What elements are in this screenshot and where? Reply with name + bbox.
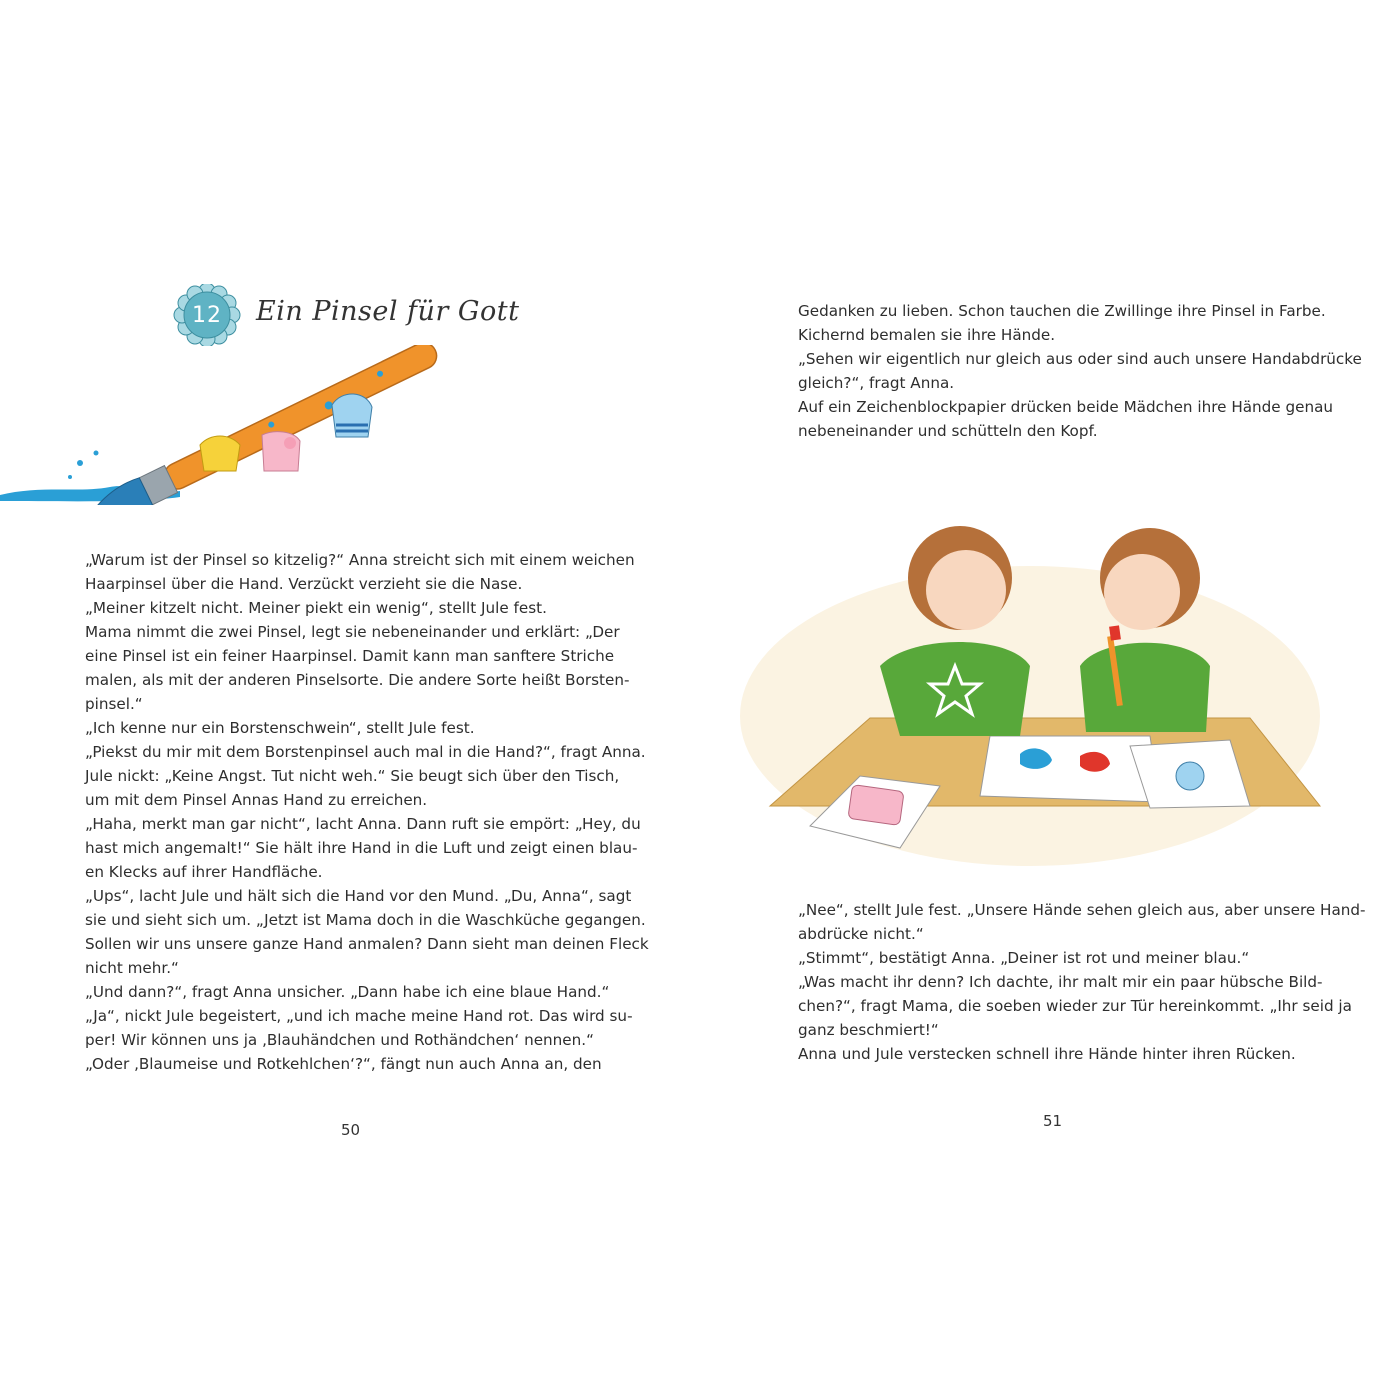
text-line: „Meiner kitzelt nicht. Meiner piekt ein wenig“, stellt Jule fest. (85, 599, 547, 617)
text-line: „Ich kenne nur ein Borstenschwein“, stellt Jule fest. (85, 719, 475, 737)
text-line: „Piekst du mir mit dem Borstenpinsel auch mal in die Hand?“, fragt Anna. (85, 743, 646, 761)
paint-splash (94, 451, 99, 456)
blue-creature-drawing (1176, 762, 1204, 790)
girl-right-shirt (1080, 643, 1210, 732)
text-line: per! Wir können uns ja ‚Blauhändchen und Rothändchen‘ nennen.“ (85, 1031, 594, 1049)
text-line: „Und dann?“, fragt Anna unsicher. „Dann habe ich eine blaue Hand.“ (85, 983, 610, 1001)
page-number: 50 (341, 1121, 361, 1139)
paintbrush-illustration (0, 345, 450, 505)
twins-painting-illustration (730, 486, 1330, 876)
text-line: „Nee“, stellt Jule fest. „Unsere Hände sehen gleich aus, aber unsere Hand- (798, 901, 1366, 919)
girl-left-face (926, 550, 1006, 630)
pink-creature-snout (284, 437, 296, 449)
yellow-creature (200, 436, 240, 471)
pink-creature (262, 432, 300, 471)
left-body-text (85, 548, 649, 1076)
text-line: sie und sieht sich um. „Jetzt ist Mama doch in die Waschküche gegangen. (85, 911, 646, 929)
right-bottom-text (798, 898, 1366, 1066)
text-line: Kichernd bemalen sie ihre Hände. (798, 326, 1056, 344)
chapter-title: Ein Pinsel für Gott (256, 296, 520, 327)
text-line: „Was macht ihr denn? Ich dachte, ihr malt mir ein paar hübsche Bild- (798, 973, 1323, 991)
text-line: eine Pinsel ist ein feiner Haarpinsel. Damit kann man sanftere Striche (85, 647, 615, 665)
girl-right-face (1104, 554, 1180, 630)
text-line: nebeneinander und schütteln den Kopf. (798, 422, 1098, 440)
chapter-badge (172, 284, 242, 346)
paint-splash (77, 460, 83, 466)
text-line: Haarpinsel über die Hand. Verzückt verzieht sie die Nase. (85, 575, 523, 593)
text-line: „Oder ‚Blaumeise und Rotkehlchen‘?“, fängt nun auch Anna an, den (85, 1055, 602, 1073)
right-top-text (798, 299, 1362, 443)
text-line: um mit dem Pinsel Annas Hand zu erreichen. (85, 791, 428, 809)
text-line: „Warum ist der Pinsel so kitzelig?“ Anna streicht sich mit einem weichen (85, 551, 635, 569)
text-line: Mama nimmt die zwei Pinsel, legt sie nebeneinander und erklärt: „Der (85, 623, 620, 641)
text-line: „Haha, merkt man gar nicht“, lacht Anna. Dann ruft sie empört: „Hey, du (85, 815, 641, 833)
text-line: Gedanken zu lieben. Schon tauchen die Zwillinge ihre Pinsel in Farbe. (798, 302, 1326, 320)
text-line: en Klecks auf ihrer Handfläche. (85, 863, 323, 881)
text-line: nicht mehr.“ (85, 959, 179, 977)
text-line: Sollen wir uns unsere ganze Hand anmalen? Dann sieht man deinen Fleck (85, 935, 649, 953)
right-page (700, 0, 1400, 1400)
pink-creature-drawing (848, 785, 904, 826)
text-line: gleich?“, fragt Anna. (798, 374, 955, 392)
page-number: 51 (1043, 1112, 1063, 1130)
text-line: malen, als mit der anderen Pinselsorte. Die andere Sorte heißt Borsten- (85, 671, 630, 689)
chapter-number: 12 (192, 302, 222, 328)
girl-left-shirt (880, 642, 1030, 736)
text-line: ganz beschmiert!“ (798, 1021, 939, 1039)
text-line: abdrücke nicht.“ (798, 925, 924, 943)
text-line: hast mich angemalt!“ Sie hält ihre Hand in die Luft und zeigt einen blau- (85, 839, 638, 857)
text-line: Anna und Jule verstecken schnell ihre Hände hinter ihren Rücken. (798, 1045, 1296, 1063)
text-line: Jule nickt: „Keine Angst. Tut nicht weh.“ Sie beugt sich über den Tisch, (85, 767, 620, 785)
text-line: chen?“, fragt Mama, die soeben wieder zur Tür hereinkommt. „Ihr seid ja (798, 997, 1352, 1015)
text-line: „Ja“, nickt Jule begeistert, „und ich mache meine Hand rot. Das wird su- (85, 1007, 633, 1025)
text-line: „Ups“, lacht Jule und hält sich die Hand vor den Mund. „Du, Anna“, sagt (85, 887, 632, 905)
text-line: „Sehen wir eigentlich nur gleich aus oder sind auch unsere Handabdrücke (798, 350, 1362, 368)
text-line: pinsel.“ (85, 695, 143, 713)
paint-splash (68, 475, 72, 479)
text-line: Auf ein Zeichenblockpapier drücken beide Mädchen ihre Hände genau (798, 398, 1334, 416)
text-line: „Stimmt“, bestätigt Anna. „Deiner ist rot und meiner blau.“ (798, 949, 1250, 967)
